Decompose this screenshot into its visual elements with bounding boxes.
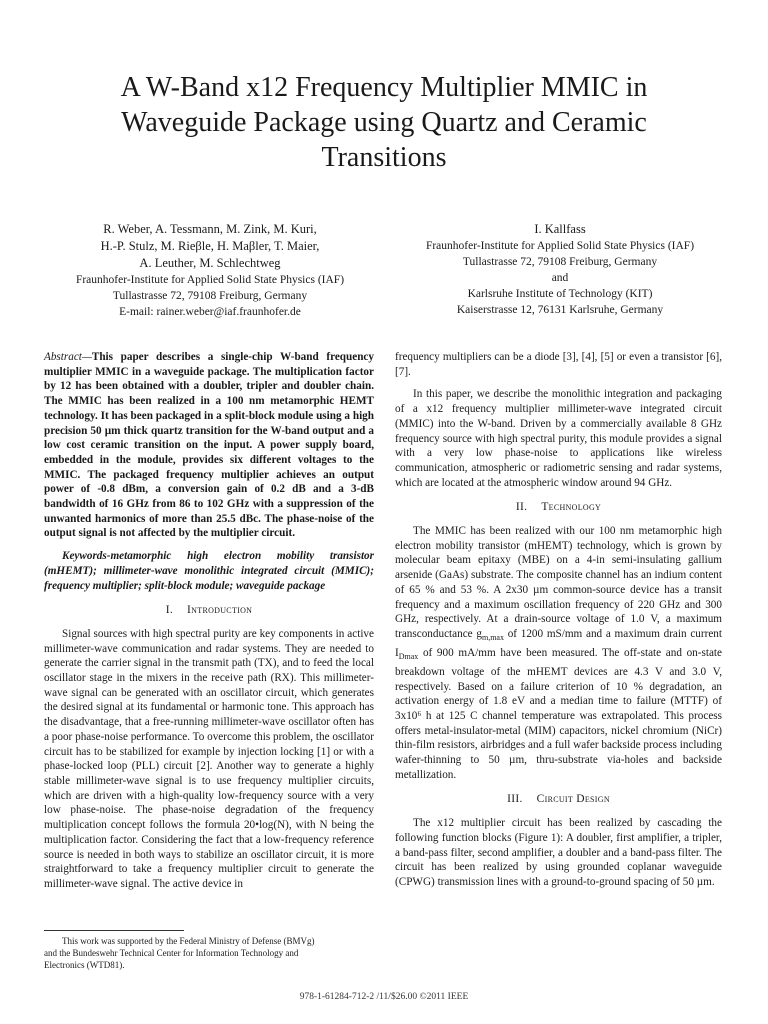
- footnote-divider: [44, 930, 184, 931]
- section-number: III.: [507, 793, 523, 806]
- author-address: Tullastrasse 72, 79108 Freiburg, Germany: [112, 290, 308, 302]
- page-footer: 978-1-61284-712-2 /11/$26.00 ©2011 IEEE: [299, 992, 469, 1002]
- subscript: Dmax: [398, 652, 419, 662]
- footnote-line: This work was supported by the Federal Ministry of Defense (BMVg): [62, 936, 315, 946]
- footnote: [44, 935, 364, 971]
- section-title: Circuit Design: [536, 793, 610, 806]
- footnote-line: Electronics (WTD81).: [44, 960, 125, 970]
- author-names: A. Leuther, M. Schlechtweg: [139, 256, 281, 270]
- abstract: [44, 350, 374, 541]
- text-run: of 900 mA/mm have been measured. The off-state and on-state breakdown voltage of the mHEMT devices are 4.3 V and 3.0 V, respectively. Based on a failure criterion of 10 % degradation, an activation energy of 1.8 eV and a median time to failure (MTTF) of 3x10⁶ h at 125 C channel temperature was extrapolated. This process offers metal-insulator-metal (MIM) capacitors, nickel chromium (NiCr) thin-film resistors, airbridges and a full wafer backside process including wafer-thinning to 50 µm, thru-substrate via-holes and backside metallization.: [395, 646, 722, 781]
- section-heading: [395, 500, 722, 515]
- abstract-body: This paper describes a single-chip W-band frequency multiplier MMIC in a waveguide package. The multiplication factor by 12 has been obtained with a doubler, tripler and doubler chain. The MMIC has been realized in a 100 nm metamorphic HEMT technology. It has been packaged in a split-block module using a high precision 50 µm thick quartz transition for the W-band output and a low cost ceramic transition on the input. A power supply board, embedded in the module, provides six different voltages to the MMIC. The packaged frequency multiplier achieves an output power of -0.8 dBm, a conversion gain of 0.2 dB and a 3-dB bandwidth of 16 GHz from 86 to 102 GHz with a suppression of the unwanted harmonics of more than 25.5 dBc. The phase-noise of the output signal is not affected by the multiplier circuit.: [44, 351, 374, 540]
- text-run: of 1200 mS/mm and a maximum drain current I: [395, 627, 722, 659]
- author-names: R. Weber, A. Tessmann, M. Zink, M. Kuri,: [103, 222, 317, 236]
- section-heading: [44, 603, 374, 618]
- author-address: Tullastrasse 72, 79108 Freiburg, Germany: [462, 256, 658, 268]
- paper-title: [40, 70, 728, 175]
- continued-paragraph: frequency multipliers can be a diode [3], [4], [5] or even a transistor [6], [7].: [395, 351, 722, 378]
- left-column: [44, 350, 374, 900]
- footnote-line: and the Bundeswehr Technical Center for Information Technology and: [44, 948, 299, 958]
- text-run: The MMIC has been realized with our 100 nm metamorphic high electron mobility transistor (mHEMT) technology, which is grown by molecular beam epitaxy (MBE) on a 4-in semi-insulating gallium arsenide (GaAs) substrate. The composite channel has an indium content of 65 % and 53 %. A 2x30 µm common-source device has a transit frequency and a maximum oscillation frequency of 220 GHz and 300 GHz, respectively. At a drain-source voltage of 1.0 V, a maximum transconductance g: [395, 525, 722, 640]
- section-title: Technology: [541, 501, 602, 514]
- author-names: H.-P. Stulz, M. Rieβle, H. Maβler, T. Maier,: [100, 239, 320, 253]
- title-line: A W-Band x12 Frequency Multiplier MMIC in: [120, 72, 648, 103]
- abstract-lead: Abstract—: [44, 351, 92, 363]
- author-block-left: [40, 221, 380, 320]
- technology-paragraph: [395, 524, 722, 782]
- author-address: Kaiserstrasse 12, 76131 Karlsruhe, Germany: [456, 304, 664, 316]
- author-institute: Fraunhofer-Institute for Applied Solid State Physics (IAF): [425, 240, 695, 252]
- right-column: [395, 350, 722, 898]
- author-and: and: [551, 272, 569, 284]
- author-email: E-mail: rainer.weber@iaf.fraunhofer.de: [119, 306, 301, 318]
- title-line: Waveguide Package using Quartz and Ceramic: [121, 107, 647, 138]
- intro-paragraph: Signal sources with high spectral purity are key components in active millimeter-wave communication and radar systems. They are needed to generate the carrier signal in the transmit path (TX), and to feed the local oscillator stage in the mixers in the receive path (RX). This millimeter-wave signal can be generated with an oscillator circuit, which generates the desired signal at its fundamental or harmonic tone. This approach has the disadvantage, that a free-running millimeter-wave oscillator often has a poor phase-noise performance. To overcome this problem, the oscillator circuit has to be stabilized for example by injection locking [1] or with a phase-locked loop (PLL) circuit [2]. Another way to generate a highly stable millimeter-wave signal is to use frequency multiplier circuits, which are driven with a high-quality low-frequency source with a very low phase-noise. The phase-noise degradation of the frequency multiplication concept follows the formula 20•log(N), with N being the multiplication factor. Considering the fact that a low-frequency reference source is needed in both ways to stabilize an oscillator circuit, it is more straightforward to take a frequency multiplier circuit to generate the millimeter-wave signal. The active device in: [44, 627, 374, 890]
- keywords: Keywords-metamorphic high electron mobility transistor (mHEMT); millimeter-wave monolithic integrated circuit (MMIC); frequency multiplier; split-block module; waveguide package: [44, 550, 374, 592]
- title-line: Transitions: [321, 142, 447, 173]
- author-institute: Karlsruhe Institute of Technology (KIT): [467, 288, 653, 300]
- circuit-design-paragraph: The x12 multiplier circuit has been realized by cascading the following function blocks (Figure 1): A doubler, first amplifier, a tripler, a band-pass filter, second amplifier, a doubler and a band-pass filter. The circuit has been realized by using grounded coplanar waveguide (CPWG) transmission lines with a ground-to-ground spacing of 50 µm.: [395, 817, 722, 888]
- section-heading: [395, 792, 722, 807]
- author-institute: Fraunhofer-Institute for Applied Solid State Physics (IAF): [75, 274, 345, 286]
- section-title: Introduction: [187, 604, 253, 617]
- paragraph: In this paper, we describe the monolithic integration and packaging of a x12 frequency multiplier millimeter-wave integrated circuit (MMIC) into the W-band. Driven by a commercially available 8 GHz frequency source with high spectral purity, this module provides a signal with a very low phase-noise to applications like wireless communication, atmospheric or radiometric sensing and radar systems, which are located at the atmospheric window around 94 GHz.: [395, 388, 722, 489]
- section-number: II.: [515, 501, 528, 514]
- author-block-right: [380, 221, 740, 318]
- subscript: m,max: [481, 633, 504, 643]
- section-number: I.: [165, 604, 174, 617]
- author-names: I. Kallfass: [534, 222, 586, 236]
